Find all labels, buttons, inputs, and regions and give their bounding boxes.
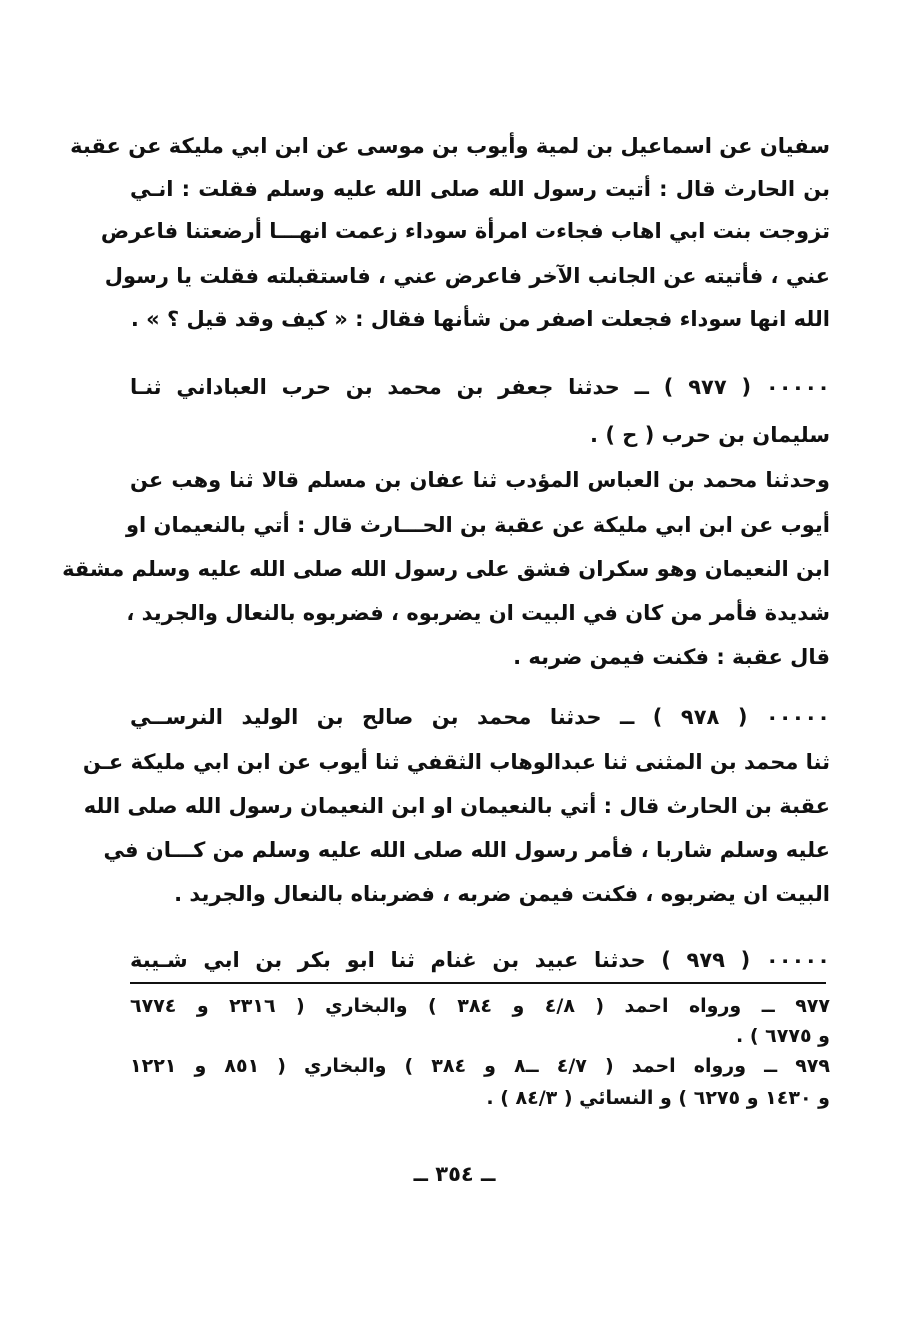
text-line: الله انها سوداء فجعلت اصفر من شأنها فقال : « كيف وقد قيل ؟ » . [130,307,830,331]
text-line: عقبة بن الحارث قال : أتي بالنعيمان او ابن النعيمان رسول الله صلى الله [83,794,830,818]
text-line: أيوب عن ابن ابي مليكة عن عقبة بن الحـــارث قال : أتي بالنعيمان او [125,513,830,537]
text-line: سليمان بن حرب ( ح ) . [590,423,830,447]
text-line: سفيان عن اسماعيل بن لمية وأيوب بن موسى عن ابن ابي مليكة عن عقبة [70,134,830,158]
footnote-977: ٩٧٧ ــ ورواه احمد ( ٤/٨ و ٣٨٤ ) والبخاري ( ٢٣١٦ و ٦٧٧٤ [130,995,830,1017]
footnote-rule [130,982,826,984]
page-number: ــ ٣٥٤ ــ [413,1162,496,1186]
hadith-heading-979: ٠٠٠٠٠ ( ٩٧٩ ) حدثنا عبيد بن غنام ثنا ابو بكر بن ابي شـيبة [130,948,830,972]
footnote-979: ٩٧٩ ــ ورواه احمد ( ٤/٧ ــ٨ و ٣٨٤ ) والبخاري ( ٨٥١ و ١٢٢١ [130,1055,830,1077]
hadith-heading-977: ٠٠٠٠٠ ( ٩٧٧ ) ــ حدثنا جعفر بن محمد بن حرب العباداني ثنـا [130,375,830,399]
text-line: ابن النعيمان وهو سكران فشق على رسول الله صلى الله عليه وسلم مشقة [62,557,830,581]
text-line: تزوجت بنت ابي اهاب فجاءت امرأة سوداء زعمت انهـــا أرضعتنا فاعرض [100,219,830,243]
text-line: وحدثنا محمد بن العباس المؤدب ثنا عفان بن مسلم قالا ثنا وهب عن [130,468,830,492]
text-line: عني ، فأتيته عن الجانب الآخر فاعرض عني ، فاستقبلته فقلت يا رسول [104,264,830,288]
footnote-979-continued: و ١٤٣٠ و ٦٢٧٥ ) و النسائي ( ٨٤/٣ ) . [486,1087,830,1109]
text-line: شديدة فأمر من كان في البيت ان يضربوه ، فضربوه بالنعال والجريد ، [126,601,830,625]
text-line: قال عقبة : فكنت فيمن ضربه . [513,645,830,669]
text-line: البيت ان يضربوه ، فكنت فيمن ضربه ، فضربناه بالنعال والجريد . [174,882,830,906]
text-line: بن الحارث قال : أتيت رسول الله صلى الله عليه وسلم فقلت : انـي [130,177,830,201]
text-line: ثنا محمد بن المثنى ثنا عبدالوهاب الثقفي ثنا أيوب عن ابن ابي مليكة عـن [82,750,830,774]
hadith-heading-978: ٠٠٠٠٠ ( ٩٧٨ ) ــ حدثنا محمد بن صالح بن الوليد النرســي [130,705,830,729]
footnote-977-continued: و ٦٧٧٥ ) . [736,1025,830,1047]
text-line: عليه وسلم شاربا ، فأمر رسول الله صلى الله عليه وسلم من كـــان في [103,838,830,862]
